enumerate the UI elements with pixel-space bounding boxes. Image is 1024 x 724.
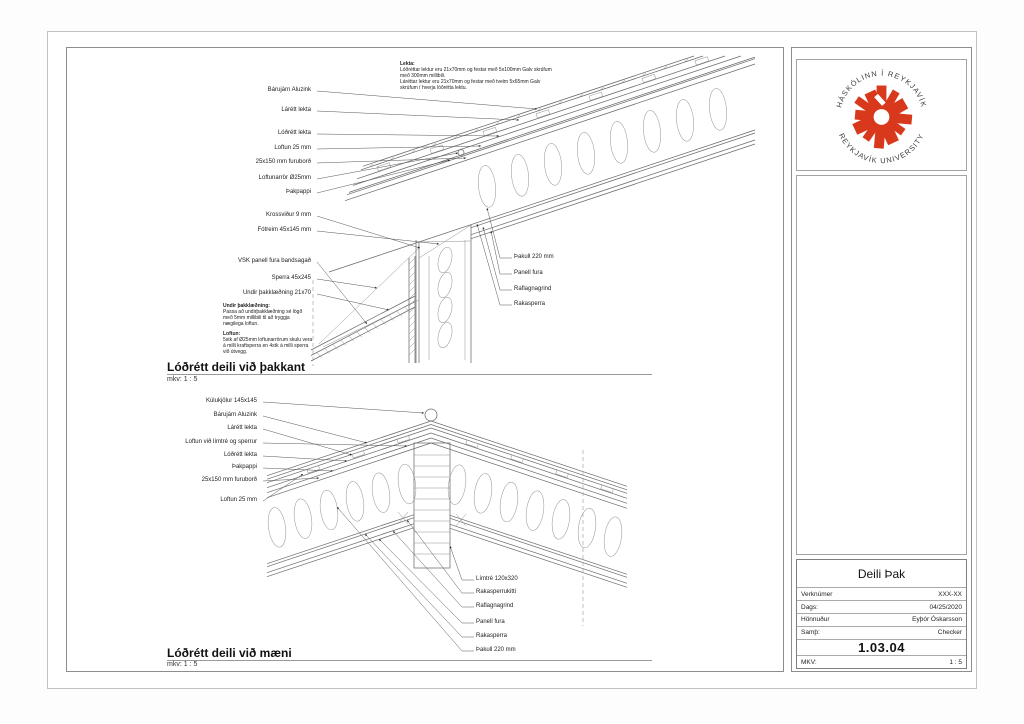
component-label: Undir þakklæðning 21x70 — [242, 290, 311, 296]
detail-title-eave: Lóðrétt deili við þakkant — [167, 360, 306, 374]
row-value: Checker — [937, 629, 962, 637]
component-label: Loftun 25 mm — [274, 145, 311, 151]
component-label: Panell fura — [476, 619, 505, 625]
top-detail-eave — [311, 56, 755, 366]
drawing-area — [66, 47, 784, 672]
component-label: Lárétt lekta — [227, 425, 257, 431]
component-label: Raflagnagrind — [514, 286, 552, 292]
component-label: Rakasperra — [514, 301, 546, 307]
detail-scale: mkv: 1 : 5 — [167, 376, 198, 383]
university-logo-box — [796, 59, 967, 171]
title-block — [796, 559, 967, 669]
sheet-number: 1.03.04 — [797, 639, 966, 656]
component-label: Loftun við límtré og sperrur — [185, 439, 257, 445]
component-label: Krossviður 9 mm — [265, 212, 311, 218]
row-label: Samþ: — [801, 629, 820, 637]
component-label: Þakull 220 mm — [514, 254, 554, 260]
component-label: Lóðrétt lekta — [277, 130, 311, 136]
detail-title-ridge: Lóðrétt deili við mæni — [167, 646, 292, 660]
revision-box — [796, 175, 967, 555]
component-label: Sperra 45x245 — [271, 275, 311, 281]
component-label: Bárujárn Aluzink — [213, 412, 257, 418]
logo-text-bottom: REYKJAVÍK UNIVERSITY — [837, 131, 926, 166]
component-label: Lóðrétt lekta — [223, 452, 257, 458]
component-label: Kúlukjölur 145x145 — [205, 398, 257, 404]
component-label: Rakasperra — [476, 633, 508, 639]
drawing-sheet — [47, 31, 977, 689]
component-label: 25x150 mm furuborð — [255, 159, 311, 165]
component-label: Raflagnagrind — [476, 603, 514, 609]
logo-text-top: HÁSKÓLINN Í REYKJAVÍK — [834, 68, 929, 109]
component-label: Rakasperrukitti — [476, 589, 517, 595]
component-label: Þakpappi — [285, 189, 311, 195]
note-undir-thakklaedning: Undir þakklæðning: Passa að undirþakklæðning sé lögð með 5mm millibili til að tryggja nægilega loftun. — [223, 303, 303, 327]
component-label: Þakpappi — [231, 464, 257, 470]
component-label: Þakull 220 mm — [476, 647, 516, 653]
note-lekta: Lekta: Lóðréttar lektur eru 21x70mm og festar með 5x100mm Galv skrúfum með 300mm millibili. Láréttar lektur eru 21x70mm og festar með tveim 5x65mm Galv skrúfum í hverja lóðrétta lektu. — [400, 61, 552, 91]
title-block-column — [791, 47, 972, 672]
row-value: XXX-XX — [938, 590, 962, 598]
titleblock-row — [797, 626, 966, 639]
row-value: Eyþór Óskarsson — [912, 616, 962, 624]
sheet-title: Deili Þak — [857, 566, 906, 581]
component-label: Panell fura — [514, 270, 543, 276]
detail-scale: mkv: 1 : 5 — [167, 661, 198, 668]
component-label: Bárujárn Aluzink — [267, 87, 311, 93]
component-label: Lárétt lekta — [281, 107, 311, 113]
titleblock-row — [797, 600, 966, 613]
component-label: Límtré 120x320 — [476, 576, 518, 582]
row-value: 04/25/2020 — [929, 603, 962, 611]
title-rule — [167, 374, 652, 375]
row-label: MKV: — [801, 658, 817, 666]
bottom-detail-ridge — [267, 409, 627, 626]
row-label: Dags: — [801, 603, 818, 611]
component-label: Loftun 25 mm — [220, 497, 257, 503]
component-label: VSK panell fura bandsagað — [237, 258, 311, 264]
component-label: Loftunarrör Ø25mm — [258, 175, 311, 181]
component-label: 25x150 mm furuborð — [201, 477, 257, 483]
row-label: Hönnuður — [801, 616, 830, 624]
note-loftun: Loftun: 5stk af Ø25mm loftunarrörum skulu vera á milli kraftsperra en 4stk á milli sperra við útvegg. — [223, 331, 313, 355]
title-rule — [167, 660, 652, 661]
component-label: Fótreim 45x145 mm — [257, 227, 311, 233]
titleblock-scale-row — [797, 655, 966, 668]
titleblock-row — [797, 613, 966, 626]
row-label: Verknúmer — [801, 590, 833, 598]
titleblock-row — [797, 587, 966, 600]
reykjavik-university-logo — [797, 60, 966, 170]
logo-sunburst — [852, 86, 912, 149]
row-value: 1 : 5 — [949, 658, 962, 666]
